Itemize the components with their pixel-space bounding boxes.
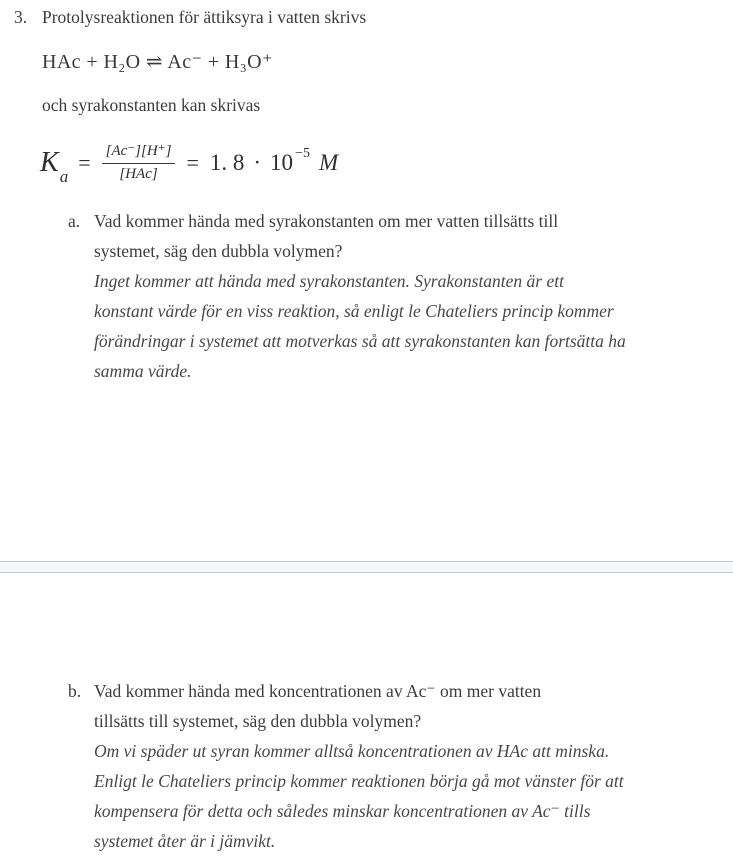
question-line <box>68 676 708 706</box>
question-text: Vad kommer hända med koncentrationen av Ac⁻ om mer vatten <box>94 681 542 701</box>
formula-coefficient: 1. 8 <box>209 150 245 175</box>
acid-constant-formula <box>40 134 338 192</box>
sub-question-b <box>68 676 708 856</box>
intro-line-2: och syrakonstanten kan skrivas <box>42 95 261 115</box>
multiplication-dot: · <box>253 150 262 175</box>
formula-exponent: −5 <box>295 146 310 161</box>
formula-symbol <box>40 147 69 186</box>
answer-line: Om vi späder ut syran kommer alltså koncentrationen av HAc att minska. <box>94 741 610 761</box>
sub-question-a <box>68 206 708 386</box>
formula-unit: M <box>318 150 339 175</box>
question-intro-text: Protolysreaktionen för ättiksyra i vatten skrivs <box>42 7 367 27</box>
equals-sign: = <box>186 150 199 175</box>
fraction-denominator: [HAc] <box>102 163 176 185</box>
answer-line: samma värde. <box>94 361 192 381</box>
question-line: systemet, säg den dubbla volymen? <box>94 241 343 261</box>
question-3-header <box>14 7 366 28</box>
answer-line: förändringar i systemet att motverkas så att syrakonstanten kan fortsätta ha <box>94 331 626 351</box>
fraction-numerator: [Ac⁻][H⁺] <box>105 143 172 159</box>
question-line: tillsätts till systemet, säg den dubbla volymen? <box>94 711 422 731</box>
sub-question-label: a. <box>68 211 81 231</box>
question-line <box>68 206 708 236</box>
page-break-divider <box>0 561 733 573</box>
answer-line: konstant värde för en viss reaktion, så enligt le Chateliers princip kommer <box>94 301 614 321</box>
answer-line: Enligt le Chateliers princip kommer reaktionen börja gå mot vänster för att <box>94 771 624 791</box>
answer-line: kompensera för detta och således minskar koncentrationen av Ac⁻ tills <box>94 801 591 821</box>
sub-question-label: b. <box>68 681 82 701</box>
formula-fraction <box>102 142 176 184</box>
formula-symbol-subscript: a <box>59 167 69 186</box>
answer-line: Inget kommer att hända med syrakonstanten. Syrakonstanten är ett <box>94 271 564 291</box>
question-text: Vad kommer hända med syrakonstanten om mer vatten tillsätts till <box>94 211 559 231</box>
formula-base: 10 <box>270 150 294 175</box>
formula-symbol-k: K <box>40 147 59 178</box>
answer-line: systemet åter är i jämvikt. <box>94 831 276 851</box>
equals-sign: = <box>78 150 91 175</box>
question-number: 3. <box>14 7 28 27</box>
reaction-equation: HAc + H₂O ⇌ Ac⁻ + H₃O⁺ <box>42 51 273 73</box>
